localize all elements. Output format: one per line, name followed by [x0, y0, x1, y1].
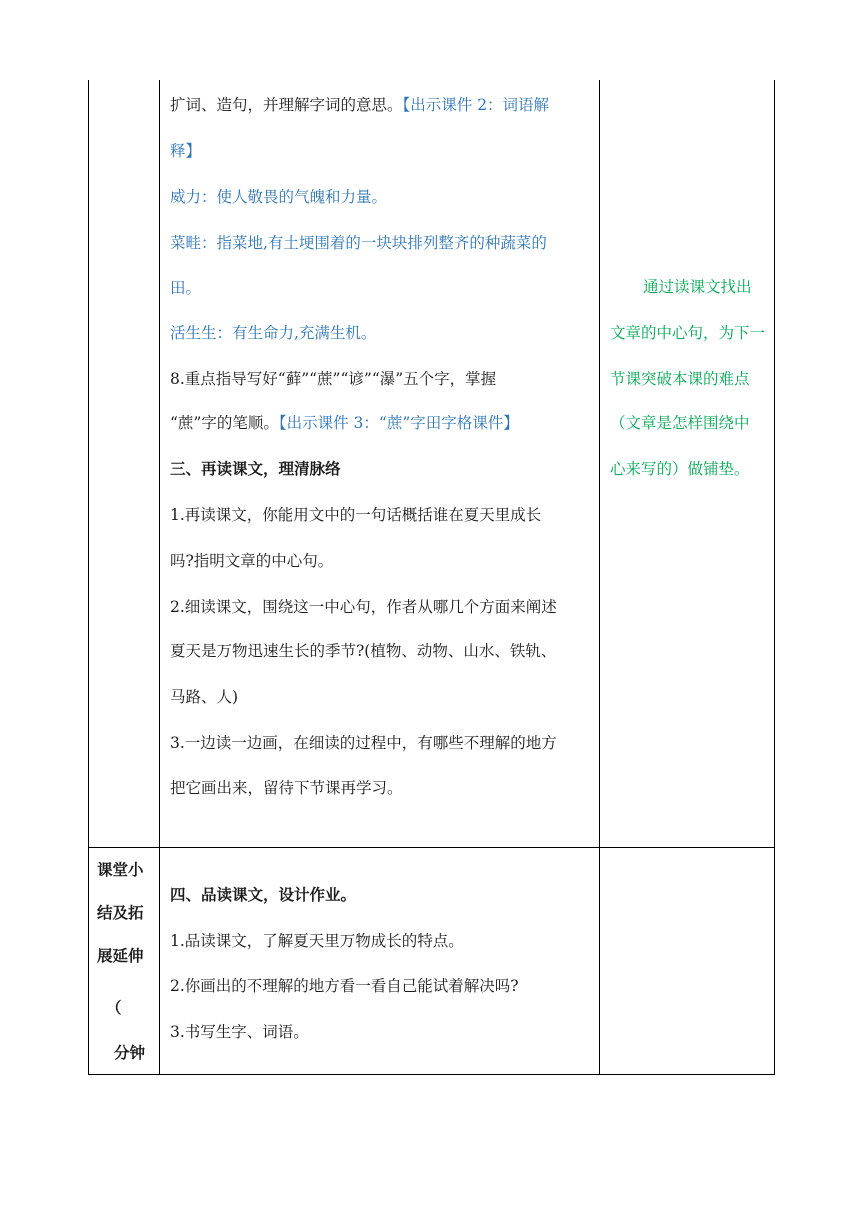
line-1: [170, 94, 549, 116]
table-border-col1: [159, 80, 160, 1075]
question-3-cont: 把它画出来，留待下节课再学习。: [170, 779, 403, 797]
note-line-1: 通过读课文找出: [643, 278, 752, 296]
label-line-2: 结及拓: [97, 904, 144, 922]
step-8-text-cont: [170, 412, 519, 434]
expand-words-text: 扩词、造句，并理解字词的意思。: [170, 96, 403, 114]
question-1-cont: 吗?指明文章的中心句。: [170, 552, 334, 570]
label-line-1: 课堂小: [97, 861, 144, 879]
label-line-4: （: [106, 999, 122, 1017]
assignment-2: 2.你画出的不理解的地方看一看自己能试着解决吗?: [170, 977, 519, 995]
table-border-bottom: [88, 1074, 775, 1075]
note-line-4: （文章是怎样围绕中: [610, 414, 750, 432]
table-border-col2: [599, 80, 600, 1075]
courseware-3-label: 【出示课件 3：“蔗”字田字格课件】: [278, 414, 519, 432]
assignment-1: 1.品读课文，了解夏天里万物成长的特点。: [170, 932, 464, 950]
question-1: 1.再读课文，你能用文中的一句话概括谁在夏天里成长: [170, 506, 542, 524]
definition-caiqi-cont: 田。: [170, 279, 202, 297]
table-row-divider: [88, 847, 775, 848]
step-8-text: 8.重点指导写好“藓”“蔗”“谚”“瀑”五个字，掌握: [170, 370, 497, 388]
assignment-3: 3.书写生字、词语。: [170, 1023, 309, 1041]
courseware-2-label: 【出示课件 2：词语解: [402, 96, 550, 114]
definition-huoshengsheng: 活生生：有生命力,充满生机。: [170, 324, 377, 342]
table-border-left: [88, 80, 89, 1075]
label-line-5: 分钟: [114, 1044, 146, 1062]
definition-weili: 威力：使人敬畏的气魄和力量。: [170, 188, 388, 206]
note-line-3: 节课突破本课的难点: [610, 370, 750, 388]
definition-caiqi: 菜畦：指菜地,有土埂围着的一块块排列整齐的种蔬菜的: [170, 234, 547, 252]
table-border-right: [774, 80, 775, 1075]
section-4-heading: 四、品读课文，设计作业。: [170, 886, 357, 904]
section-3-heading: 三、再读课文，理清脉络: [170, 460, 341, 478]
note-line-5: 心来写的）做铺垫。: [610, 460, 750, 478]
courseware-2-label-cont: 释】: [170, 142, 202, 160]
question-2-cont2: 马路、人): [170, 688, 239, 706]
question-2: 2.细读课文，围绕这一中心句，作者从哪几个方面来阐述: [170, 598, 557, 616]
question-2-cont: 夏天是万物迅速生长的季节?(植物、动物、山水、铁轨、: [170, 642, 557, 660]
stroke-order-text: “蔗”字的笔顺。: [170, 414, 279, 432]
note-line-2: 文章的中心句，为下一: [610, 324, 766, 342]
label-line-3: 展延伸: [97, 947, 144, 965]
question-3: 3.一边读一边画，在细读的过程中，有哪些不理解的地方: [170, 734, 557, 752]
